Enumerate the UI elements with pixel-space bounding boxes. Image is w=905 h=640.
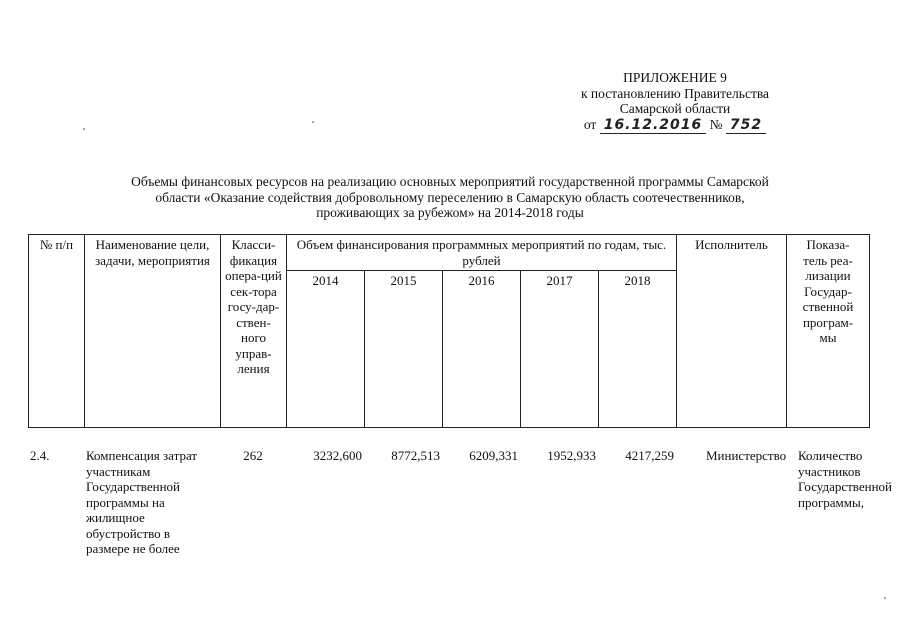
document-title-line-3: проживающих за рубежом» на 2014-2018 годы: [316, 205, 584, 220]
annex-line-3: Самарской области: [619, 101, 731, 116]
row-indicator: Количество участников Государственной программы,: [798, 448, 893, 510]
document-title-line-2: области «Оказание содействия добровольному переселению в Самарскую область соотечественников,: [155, 189, 745, 205]
header-name: Наименование цели, задачи, мероприятия: [85, 235, 221, 428]
table-row: [28, 446, 869, 559]
financing-table-header: [28, 234, 870, 428]
handwritten-date: 16.12.2016: [600, 118, 707, 135]
header-year-2015: 2015: [365, 271, 443, 428]
row-value-2018: 4217,259: [625, 448, 674, 463]
annex-from-label: от: [583, 116, 597, 132]
header-year-2017: 2017: [521, 271, 599, 428]
scan-speck: [884, 597, 886, 599]
header-year-2014: 2014: [287, 271, 365, 428]
header-year-2018: 2018: [599, 271, 677, 428]
header-classification: Класси-фикация опера-ций сек-тора госу-дар-ствен-ного управ-ления: [221, 235, 287, 428]
header-year-2016: 2016: [443, 271, 521, 428]
header-executor: Исполнитель: [677, 235, 787, 428]
handwritten-number: 752: [726, 118, 766, 135]
annex-block: [560, 70, 790, 134]
row-executor: Министерство: [706, 448, 787, 463]
document-title: [70, 174, 830, 221]
annex-date-line: [560, 117, 790, 135]
row-name: Компенсация затрат участникам Государственной программы на жилищное обустройство в размере не более: [86, 448, 198, 556]
row-classification: 262: [243, 448, 263, 463]
annex-line-2: к постановлению Правительства: [580, 85, 770, 101]
header-num: № п/п: [29, 235, 85, 428]
document-title-line-1: Объемы финансовых ресурсов на реализацию основных мероприятий государственной программы Самарской: [131, 174, 769, 189]
row-value-2014: 3232,600: [313, 448, 362, 463]
row-value-2016: 6209,331: [469, 448, 518, 463]
annex-number-label: №: [709, 116, 723, 132]
financing-table-body: [28, 446, 893, 559]
row-value-2015: 8772,513: [391, 448, 440, 463]
scan-speck: [83, 128, 85, 130]
annex-title: ПРИЛОЖЕНИЕ 9: [623, 70, 727, 85]
header-indicator: Показа-тель реа-лизации Государ-ственной програм-мы: [787, 235, 870, 428]
row-num: 2.4.: [30, 448, 50, 463]
row-value-2017: 1952,933: [547, 448, 596, 463]
header-volume: Объем финансирования программных мероприятий по годам, тыс. рублей: [287, 235, 677, 271]
scan-speck: [312, 121, 314, 123]
